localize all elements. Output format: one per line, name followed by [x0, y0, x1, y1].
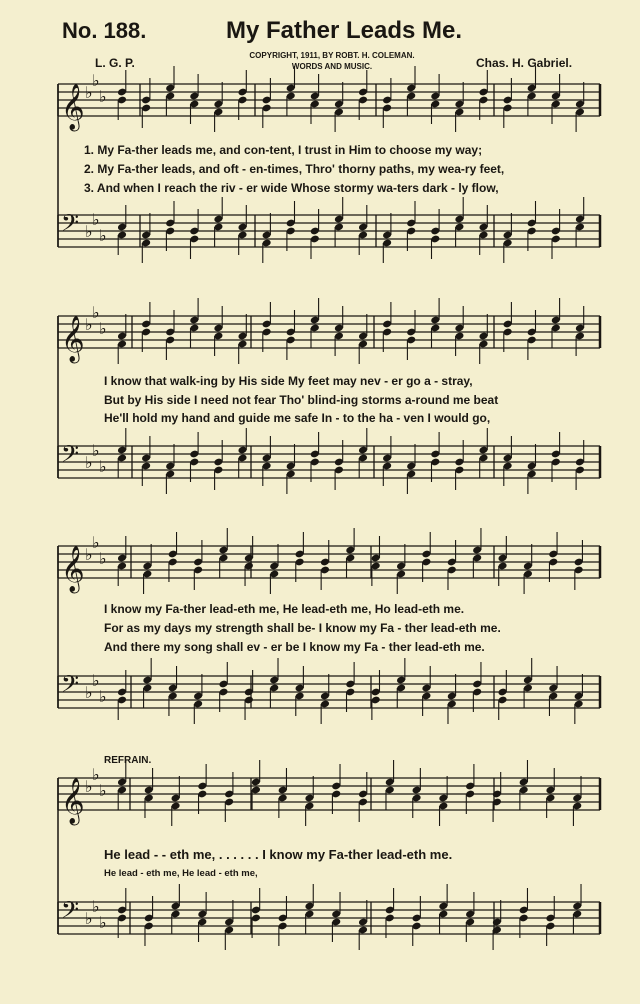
refrain-soprano-lyric: He lead - - eth me, . . . . . . I know my Fa-ther lead-eth me.	[104, 847, 453, 862]
system-3-verse-2: For as my days my strength shall be- I know my Fa - ther lead-eth me.	[104, 621, 501, 635]
bass-clef-icon: 𝄢	[61, 670, 80, 703]
bass-clef-icon: 𝄢	[61, 896, 80, 929]
system-2-verse-3: He'll hold my hand and guide me safe In - to the ha - ven I would go,	[104, 411, 491, 425]
flat-sign-icon: ♭	[85, 545, 93, 564]
bass-clef-icon: 𝄢	[61, 209, 80, 242]
flat-sign-icon: ♭	[99, 319, 107, 338]
flat-sign-icon: ♭	[85, 683, 93, 702]
refrain-label: REFRAIN.	[104, 755, 152, 766]
hymn-title: My Father Leads Me.	[226, 17, 463, 44]
flat-sign-icon: ♭	[92, 441, 100, 460]
system-3-verse-3: And there my song shall ev - er be I know my Fa - ther lead-eth me.	[104, 640, 485, 654]
treble-clef-icon: 𝄞	[61, 84, 85, 130]
copyright-line-2: WORDS AND MUSIC.	[291, 62, 373, 71]
flat-sign-icon: ♭	[92, 210, 100, 229]
copyright-line-1: COPYRIGHT, 1911, BY ROBT. H. COLEMAN.	[249, 51, 415, 60]
flat-sign-icon: ♭	[99, 549, 107, 568]
flat-sign-icon: ♭	[99, 226, 107, 245]
treble-clef-icon: 𝄞	[61, 778, 85, 824]
refrain-bass-lyric: He lead - eth me, He lead - eth me,	[104, 868, 258, 879]
hymn-number: No. 188.	[62, 18, 147, 43]
system-1-verse-1: 1. My Fa-ther leads me, and con-tent, I trust in Him to choose my way;	[84, 143, 483, 157]
flat-sign-icon: ♭	[85, 777, 93, 796]
flat-sign-icon: ♭	[85, 222, 93, 241]
flat-sign-icon: ♭	[92, 765, 100, 784]
flat-sign-icon: ♭	[99, 87, 107, 106]
flat-sign-icon: ♭	[99, 457, 107, 476]
treble-clef-icon: 𝄞	[61, 316, 85, 362]
flat-sign-icon: ♭	[85, 83, 93, 102]
flat-sign-icon: ♭	[92, 533, 100, 552]
flat-sign-icon: ♭	[92, 897, 100, 916]
system-2-verse-1: I know that walk-ing by His side My feet may nev - er go a - stray,	[104, 374, 473, 388]
flat-sign-icon: ♭	[92, 303, 100, 322]
flat-sign-icon: ♭	[85, 909, 93, 928]
flat-sign-icon: ♭	[92, 671, 100, 690]
system-2-verse-2: But by His side I need not fear Tho' blind-ing storms a-round me beat	[104, 393, 499, 407]
flat-sign-icon: ♭	[85, 453, 93, 472]
flat-sign-icon: ♭	[99, 781, 107, 800]
flat-sign-icon: ♭	[99, 687, 107, 706]
system-1-verse-2: 2. My Fa-ther leads, and oft - en-times, Thro' thorny paths, my wea-ry feet,	[84, 162, 505, 176]
composer-credit: Chas. H. Gabriel.	[476, 56, 573, 70]
flat-sign-icon: ♭	[99, 913, 107, 932]
system-3-verse-1: I know my Fa-ther lead-eth me, He lead-eth me, Ho lead-eth me.	[104, 602, 465, 616]
flat-sign-icon: ♭	[92, 71, 100, 90]
treble-clef-icon: 𝄞	[61, 546, 85, 592]
lyricist-credit: L. G. P.	[95, 56, 135, 70]
system-1-verse-3: 3. And when I reach the riv - er wide Whose stormy wa-ters dark - ly flow,	[84, 181, 499, 195]
flat-sign-icon: ♭	[85, 315, 93, 334]
bass-clef-icon: 𝄢	[61, 440, 80, 473]
